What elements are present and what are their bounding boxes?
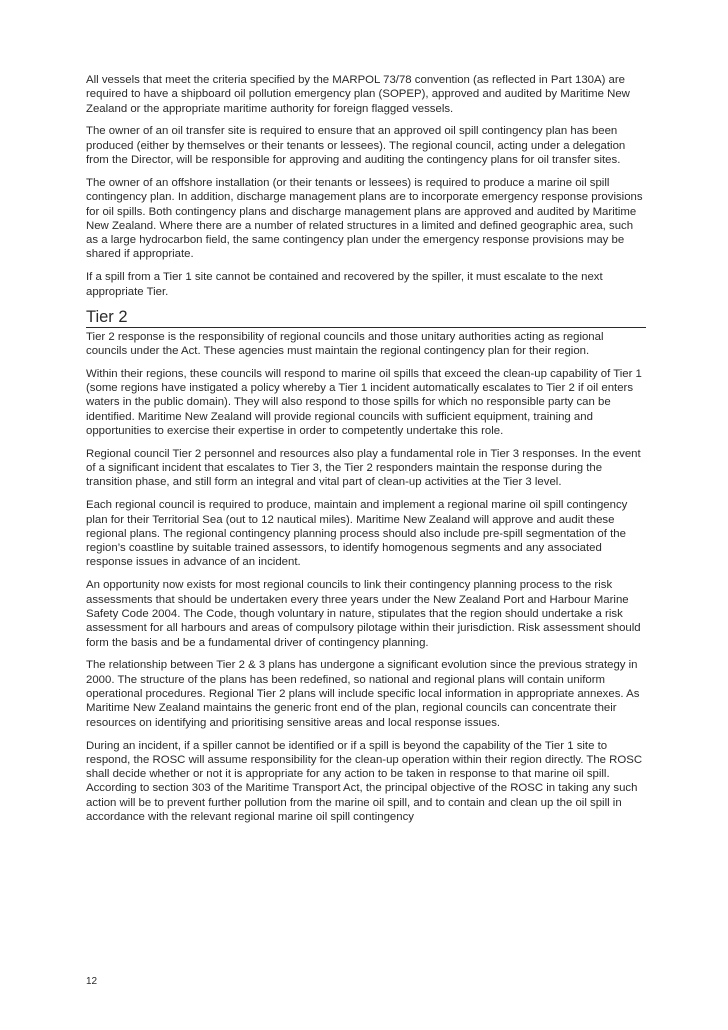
paragraph-tier2-personnel: Regional council Tier 2 personnel and resources also play a fundamental role in Tier 3 responses. In the event of a significant incident that escalates to Tier 3, the Tier 2 responders maintain the response during the transition phase, and still form an integral and vital part of clean-up activities at the Tier 3 level. (86, 447, 641, 489)
page-number: 12 (86, 976, 98, 987)
paragraph-offshore-installation: The owner of an offshore installation (or their tenants or lessees) is required to produce a marine oil spill contingency plan. In addition, discharge management plans are to incorporate emergency response provisions for oil spills. Both contingency plans and discharge management plans are approved and audited by Maritime New Zealand. Where there are a number of related structures in a limited and defined geographic area, such as a large hydrocarbon field, the same contingency plan under the emergency response provisions may be shared if appropriate. (86, 176, 643, 261)
paragraph-tier2-responsibility: Tier 2 response is the responsibility of regional councils and those unitary authorities acting as regional councils under the Act. These agencies must maintain the regional contingency plan for their region. (86, 330, 604, 357)
paragraph-marpol-sopep: All vessels that meet the criteria specified by the MARPOL 73/78 convention (as reflected in Part 130A) are required to have a shipboard oil pollution emergency plan (SOPEP), approved and audited by Maritime New Zealand or the appropriate maritime authority for foreign flagged vessels. (86, 74, 630, 115)
paragraph-oil-transfer-site: The owner of an oil transfer site is required to ensure that an approved oil spill contingency plan has been produced (either by themselves or their tenants or lessees). The regional council, acting under a delegation from the Director, will be responsible for approving and auditing the contingency plans for oil transfer sites. (86, 125, 626, 167)
paragraph-rosc-incident: During an incident, if a spiller cannot be identified or if a spill is beyond the capability of the Tier 1 site to respond, the ROSC will assume responsibility for the clean-up operation within their region directly. The ROSC shall decide whether or not it is appropriate for any action to be taken in response to that marine oil spill. According to section 303 of the Maritime Transport Act, the principal objective of the ROSC in taking any such action will be to prevent further pollution from the marine oil spill, and to contain and clean up the oil spill in accordance with the relevant regional marine oil spill contingency (86, 739, 643, 823)
paragraph-regional-response: Within their regions, these councils will respond to marine oil spills that exceed the clean-up capability of Tier 1 (some regions have instigated a policy whereby a Tier 1 incident automatically escalates to Tier 2 if oil enters waters in the public domain). They will also respond to those spills for which no responsible party can be identified. Maritime New Zealand will provide regional councils with sufficient equipment, training and opportunities to exercise their expertise in order to competently undertake this role. (86, 367, 642, 437)
section-heading-tier-2: Tier 2 (86, 307, 128, 326)
paragraph-risk-assessment: An opportunity now exists for most regional councils to link their contingency planning process to the risk assessments that should be undertaken every three years under the New Zealand Port and Harbour Marine Safety Code 2004. The Code, though voluntary in nature, stipulates that the region should undertake a risk assessment for all harbours and areas of compulsory pilotage within their jurisdiction. Risk assessment should form the basis and be a fundamental driver of contingency planning. (86, 579, 641, 649)
paragraph-regional-plan: Each regional council is required to produce, maintain and implement a regional marine oil spill contingency plan for their Territorial Sea (out to 12 nautical miles). Maritime New Zealand will approve and audit these regional plans. The regional contingency planning process should also include pre-spill segmentation of the region’s coastline by suitable trained assessors, to identify homogenous segments and any associated response issues in advance of an incident. (86, 499, 628, 569)
paragraph-tier-relationship: The relationship between Tier 2 & 3 plans has undergone a significant evolution since the previous strategy in 2000. The structure of the plans has been redefined, so national and regional plans will contain uniform operational procedures. Regional Tier 2 plans will include specific local information in appropriate annexes. As Maritime New Zealand maintains the generic front end of the plan, regional councils can concentrate their resources on identifying and prioritising sensitive areas and local response issues. (86, 659, 640, 729)
paragraph-tier1-escalation: If a spill from a Tier 1 site cannot be contained and recovered by the spiller, it must escalate to the next appropriate Tier. (86, 271, 603, 298)
heading-underline-divider (86, 327, 646, 328)
document-body (86, 73, 646, 833)
